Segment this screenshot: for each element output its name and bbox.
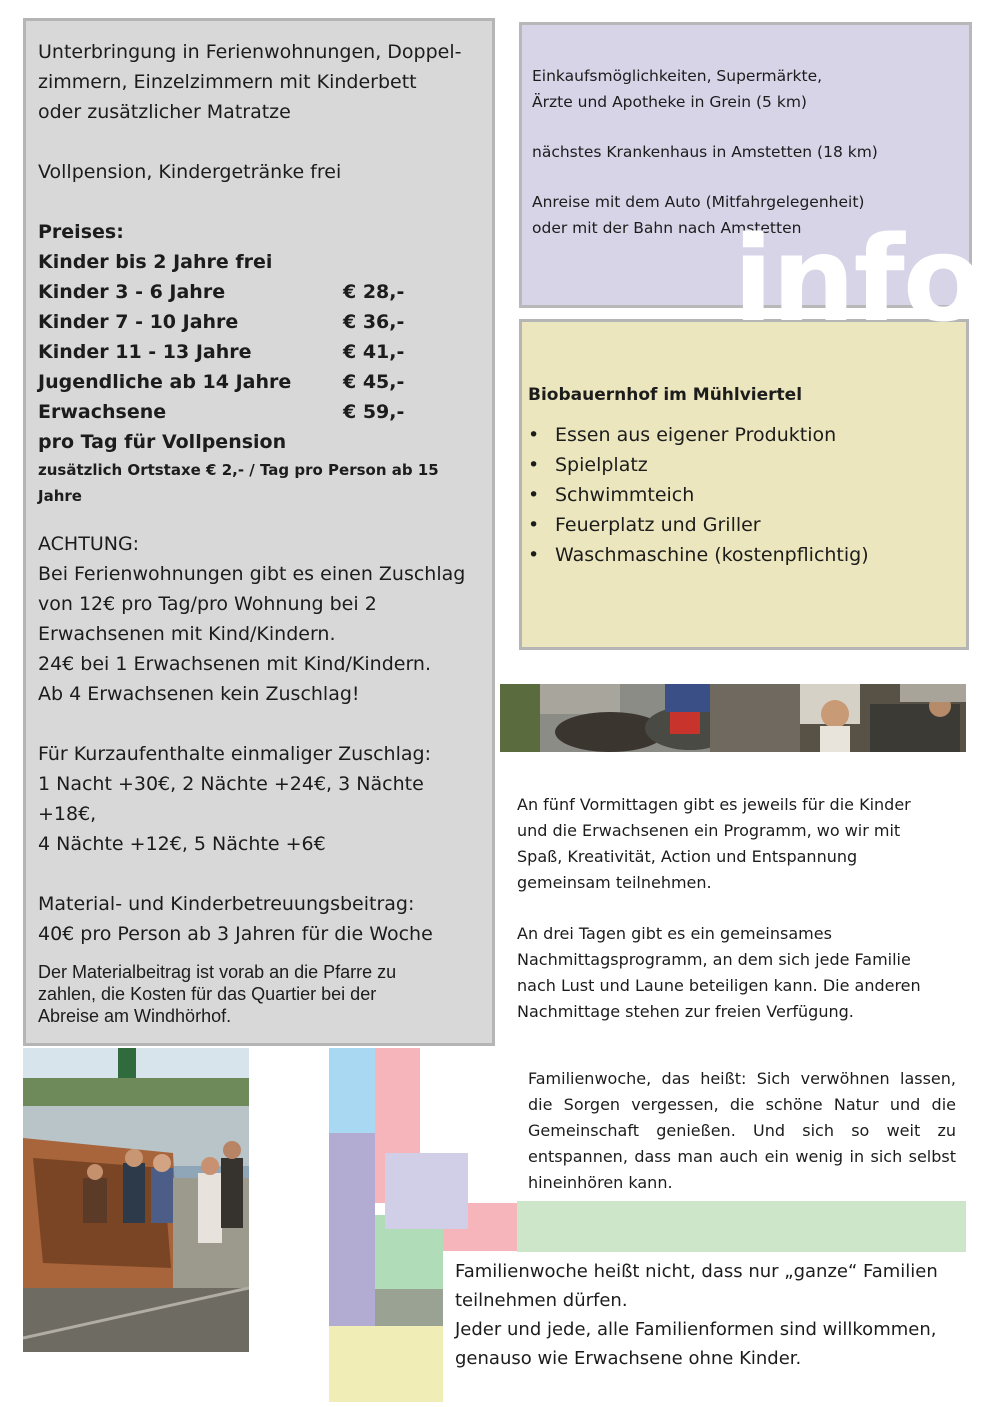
family-week-paragraph: Familienwoche, das heißt: Sich verwöhnen lassen, die Sorgen vergessen, die schöne Natur und die Gemeinschaft genießen. Und sich so weit zu entspannen, dass man auch ein wenig in sich selbst hineinhören kann. bbox=[528, 1069, 956, 1192]
accommodation-box bbox=[23, 18, 495, 1046]
list-item bbox=[528, 480, 958, 510]
payment-line: Der Materialbeitrag ist vorab an die Pfarre zu bbox=[38, 962, 397, 982]
price-label: Kinder 11 - 13 Jahre bbox=[38, 341, 252, 363]
price-label: Kinder 3 - 6 Jahre bbox=[38, 281, 226, 303]
afternoon-line: nach Lust und Laune beteiligen kann. Die anderen bbox=[517, 976, 921, 995]
deco-block-purple bbox=[329, 1133, 375, 1326]
closing-line: teilnehmen dürfen. bbox=[455, 1290, 628, 1311]
bullet-icon: • bbox=[528, 424, 540, 446]
hospital-text: nächstes Krankenhaus in Amstetten (18 km) bbox=[532, 143, 878, 161]
price-value: € 59,- bbox=[343, 401, 405, 423]
deco-block-yellow bbox=[329, 1326, 443, 1402]
photo-strip-image bbox=[500, 684, 966, 752]
closing-line: genauso wie Erwachsene ohne Kinder. bbox=[455, 1348, 802, 1369]
farm-title: Biobauernhof im Mühlviertel bbox=[528, 385, 803, 405]
bullet-icon: • bbox=[528, 544, 540, 566]
payment-line: zahlen, die Kosten für das Quartier bei der bbox=[38, 984, 377, 1004]
price-value: € 28,- bbox=[343, 281, 405, 303]
closing-line: Familienwoche heißt nicht, dass nur „ganze“ Familien bbox=[455, 1261, 938, 1282]
morning-line: und die Erwachsenen ein Programm, wo wir mit bbox=[517, 821, 901, 840]
deco-block-blue bbox=[329, 1048, 375, 1133]
price-value: € 41,- bbox=[343, 341, 405, 363]
price-value: € 45,- bbox=[343, 371, 405, 393]
list-item bbox=[528, 450, 958, 480]
farm-box bbox=[519, 319, 969, 650]
feature-label: Schwimmteich bbox=[555, 484, 695, 506]
travel-line: oder mit der Bahn nach Amstetten bbox=[532, 219, 802, 237]
material-line: 40€ pro Person ab 3 Jahren für die Woche bbox=[38, 923, 433, 945]
list-item bbox=[528, 420, 958, 450]
price-row bbox=[38, 367, 480, 397]
afternoon-line: Nachmittagsprogramm, an dem sich jede Familie bbox=[517, 950, 911, 969]
closing-line: Jeder und jede, alle Familienformen sind willkommen, bbox=[455, 1319, 937, 1340]
price-row bbox=[38, 277, 480, 307]
short-stay-line: Für Kurzaufenthalte einmaliger Zuschlag: bbox=[38, 743, 431, 765]
family-week-text bbox=[528, 1066, 956, 1196]
price-label: Erwachsene bbox=[38, 401, 167, 423]
feature-label: Waschmaschine (kostenpflichtig) bbox=[555, 544, 869, 566]
ferry-image bbox=[23, 1048, 249, 1352]
price-row bbox=[38, 397, 480, 427]
travel-line: Anreise mit dem Auto (Mitfahrgelegenheit) bbox=[532, 193, 865, 211]
payment-line: Abreise am Windhörhof. bbox=[38, 1006, 232, 1026]
per-day-text: pro Tag für Vollpension bbox=[38, 431, 287, 453]
shopping-line: Ärzte und Apotheke in Grein (5 km) bbox=[532, 93, 807, 111]
feature-label: Essen aus eigener Produktion bbox=[555, 424, 837, 446]
attention-line: Bei Ferienwohnungen gibt es einen Zuschlag bbox=[38, 563, 466, 585]
morning-line: Spaß, Kreativität, Action und Entspannung bbox=[517, 847, 858, 866]
board-text: Vollpension, Kindergetränke frei bbox=[38, 161, 342, 183]
activity-photo-strip bbox=[500, 684, 966, 752]
bullet-icon: • bbox=[528, 454, 540, 476]
program-text bbox=[517, 792, 957, 1025]
morning-line: An fünf Vormittagen gibt es jeweils für die Kinder bbox=[517, 795, 911, 814]
intro-line: Unterbringung in Ferienwohnungen, Doppel- bbox=[38, 41, 462, 63]
attention-line: Ab 4 Erwachsenen kein Zuschlag! bbox=[38, 683, 360, 705]
deco-block-green-bar bbox=[517, 1201, 966, 1252]
prices-title: Preises: bbox=[38, 221, 124, 243]
bullet-icon: • bbox=[528, 514, 540, 536]
tax-line: zusätzlich Ortstaxe € 2,- / Tag pro Person ab 15 bbox=[38, 461, 439, 479]
list-item bbox=[528, 510, 958, 540]
attention-line: Erwachsenen mit Kind/Kindern. bbox=[38, 623, 336, 645]
ferry-photo bbox=[23, 1048, 249, 1352]
afternoon-line: An drei Tagen gibt es ein gemeinsames bbox=[517, 924, 832, 943]
price-label: Kinder 7 - 10 Jahre bbox=[38, 311, 239, 333]
feature-label: Spielplatz bbox=[555, 454, 648, 476]
attention-line: von 12€ pro Tag/pro Wohnung bei 2 bbox=[38, 593, 377, 615]
deco-block-lavender bbox=[385, 1153, 468, 1229]
shopping-line: Einkaufsmöglichkeiten, Supermärkte, bbox=[532, 67, 823, 85]
short-stay-line: 1 Nacht +30€, 2 Nächte +24€, 3 Nächte +18€, bbox=[38, 773, 424, 825]
free-line: Kinder bis 2 Jahre frei bbox=[38, 251, 273, 273]
afternoon-line: Nachmittage stehen zur freien Verfügung. bbox=[517, 1002, 854, 1021]
deco-block-grey bbox=[375, 1289, 443, 1327]
price-value: € 36,- bbox=[343, 311, 405, 333]
intro-line: zimmern, Einzelzimmern mit Kinderbett bbox=[38, 71, 417, 93]
closing-text bbox=[455, 1257, 975, 1373]
price-label: Jugendliche ab 14 Jahre bbox=[38, 371, 292, 393]
short-stay-line: 4 Nächte +12€, 5 Nächte +6€ bbox=[38, 833, 326, 855]
intro-line: oder zusätzlicher Matratze bbox=[38, 101, 291, 123]
feature-label: Feuerplatz und Griller bbox=[555, 514, 761, 536]
bullet-icon: • bbox=[528, 484, 540, 506]
attention-line: 24€ bei 1 Erwachsenen mit Kind/Kindern. bbox=[38, 653, 431, 675]
material-line: Material- und Kinderbetreuungsbeitrag: bbox=[38, 893, 415, 915]
feature-list bbox=[528, 420, 958, 570]
price-row bbox=[38, 337, 480, 367]
price-row bbox=[38, 307, 480, 337]
tax-line: Jahre bbox=[38, 487, 82, 505]
attention-title: ACHTUNG: bbox=[38, 533, 140, 555]
list-item bbox=[528, 540, 958, 570]
info-heading: info bbox=[733, 210, 982, 348]
morning-line: gemeinsam teilnehmen. bbox=[517, 873, 712, 892]
